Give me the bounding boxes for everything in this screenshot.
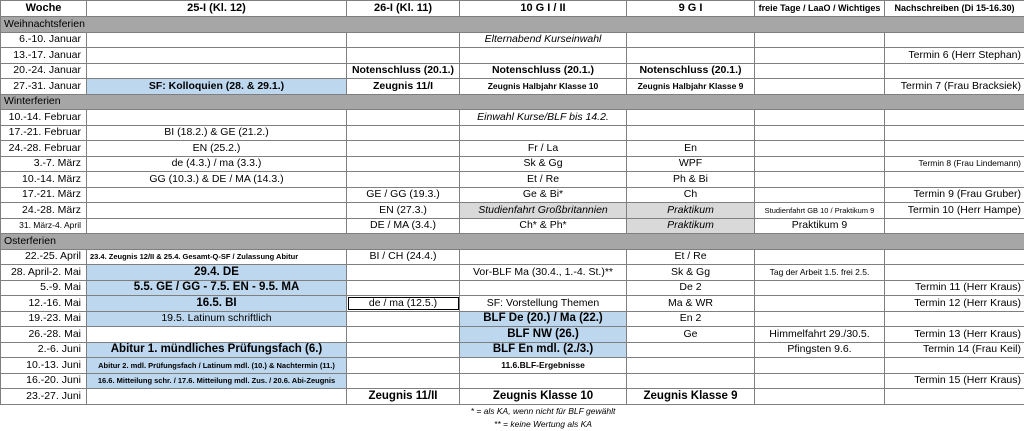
section-row	[1, 234, 1024, 250]
cell: Abitur 2. mdl. Prüfungsfach / Latinum mdl. (10.) & Nachtermin (11.)	[87, 358, 347, 374]
cell	[755, 172, 885, 188]
cell: Praktikum	[627, 203, 755, 219]
cell	[347, 265, 460, 281]
cell	[347, 125, 460, 141]
table-row	[1, 296, 1024, 312]
cell	[885, 110, 1024, 126]
cell	[627, 342, 755, 358]
cell	[755, 311, 885, 327]
section-label: Winterferien	[1, 94, 1024, 110]
week-cell: 12.-16. Mai	[1, 296, 87, 312]
table-row	[1, 187, 1024, 203]
week-cell: 5.-9. Mai	[1, 280, 87, 296]
cell: Ma & WR	[627, 296, 755, 312]
cell	[347, 342, 460, 358]
cell	[885, 172, 1024, 188]
cell: 5.5. GE / GG - 7.5. EN - 9.5. MA	[87, 280, 347, 296]
cell: Ch	[627, 187, 755, 203]
cell	[755, 280, 885, 296]
cell	[347, 156, 460, 172]
cell: Zeugnis 11/II	[347, 389, 460, 405]
cell: Zeugnis Klasse 10	[460, 389, 627, 405]
cell	[885, 265, 1024, 281]
cell	[627, 358, 755, 374]
week-cell: 2.-6. Juni	[1, 342, 87, 358]
cell	[627, 373, 755, 389]
table-row	[1, 110, 1024, 126]
cell: Zeugnis Halbjahr Klasse 9	[627, 79, 755, 95]
cell	[885, 358, 1024, 374]
cell: Ge	[627, 327, 755, 343]
cell: Sk & Gg	[460, 156, 627, 172]
cell: SF: Kolloquien (28. & 29.1.)	[87, 79, 347, 95]
header-25-i: 25-I (Kl. 12)	[87, 1, 347, 17]
week-cell: 28. April-2. Mai	[1, 265, 87, 281]
cell	[460, 280, 627, 296]
cell: Notenschluss (20.1.)	[627, 63, 755, 79]
cell	[885, 125, 1024, 141]
cell: BLF De (20.) / Ma (22.)	[460, 311, 627, 327]
table-row	[1, 311, 1024, 327]
header-10-g: 10 G I / II	[460, 1, 627, 17]
table-row	[1, 342, 1024, 358]
cell	[627, 32, 755, 48]
cell: Ph & Bi	[627, 172, 755, 188]
cell	[627, 125, 755, 141]
header-freie-tage: freie Tage / LaaO / Wichtiges	[755, 1, 885, 17]
cell: 29.4. DE	[87, 265, 347, 281]
cell: Termin 14 (Frau Keil)	[885, 342, 1024, 358]
cell	[460, 373, 627, 389]
cell: Ge & Bi*	[460, 187, 627, 203]
cell: Ch* & Ph*	[460, 218, 627, 234]
week-cell: 10.-14. Februar	[1, 110, 87, 126]
cell	[755, 373, 885, 389]
week-cell: 3.-7. März	[1, 156, 87, 172]
cell: GG (10.3.) & DE / MA (14.3.)	[87, 172, 347, 188]
cell: Termin 12 (Herr Kraus)	[885, 296, 1024, 312]
cell	[885, 141, 1024, 157]
cell: Studienfahrt GB 10 / Praktikum 9	[755, 203, 885, 219]
cell	[347, 358, 460, 374]
cell	[87, 203, 347, 219]
week-cell: 10.-13. Juni	[1, 358, 87, 374]
cell	[755, 32, 885, 48]
week-cell: 23.-27. Juni	[1, 389, 87, 405]
table-row	[1, 203, 1024, 219]
cell: BI / CH (24.4.)	[347, 249, 460, 265]
week-cell: 20.-24. Januar	[1, 63, 87, 79]
cell	[87, 187, 347, 203]
header-woche: Woche	[1, 1, 87, 17]
section-row	[1, 94, 1024, 110]
cell	[460, 125, 627, 141]
cell: Termin 10 (Herr Hampe)	[885, 203, 1024, 219]
cell	[755, 358, 885, 374]
cell: SF: Vorstellung Themen	[460, 296, 627, 312]
table-row	[1, 218, 1024, 234]
cell	[87, 32, 347, 48]
cell: Termin 7 (Frau Bracksiek)	[885, 79, 1024, 95]
cell: Zeugnis Klasse 9	[627, 389, 755, 405]
cell	[87, 218, 347, 234]
table-row	[1, 358, 1024, 374]
table-row	[1, 265, 1024, 281]
week-cell: 22.-25. April	[1, 249, 87, 265]
header-nachschreiben: Nachschreiben (Di 15-16.30)	[885, 1, 1024, 17]
table-row	[1, 48, 1024, 64]
week-cell: 27.-31. Januar	[1, 79, 87, 95]
cell: DE / MA (3.4.)	[347, 218, 460, 234]
cell: BLF NW (26.)	[460, 327, 627, 343]
cell: de (4.3.) / ma (3.3.)	[87, 156, 347, 172]
cell: Einwahl Kurse/BLF bis 14.2.	[460, 110, 627, 126]
cell: Termin 11 (Herr Kraus)	[885, 280, 1024, 296]
cell: Zeugnis Halbjahr Klasse 10	[460, 79, 627, 95]
cell: Abitur 1. mündliches Prüfungsfach (6.)	[87, 342, 347, 358]
table-row	[1, 125, 1024, 141]
cell	[755, 187, 885, 203]
cell: Et / Re	[460, 172, 627, 188]
week-cell: 17.-21. Februar	[1, 125, 87, 141]
table-row	[1, 172, 1024, 188]
cell	[755, 110, 885, 126]
cell: Termin 13 (Herr Kraus)	[885, 327, 1024, 343]
cell: Zeugnis 11/I	[347, 79, 460, 95]
cell: EN (25.2.)	[87, 141, 347, 157]
cell	[460, 48, 627, 64]
cell: Notenschluss (20.1.)	[460, 63, 627, 79]
cell: 19.5. Latinum schriftlich	[87, 311, 347, 327]
week-cell: 31. März-4. April	[1, 218, 87, 234]
section-label: Osterferien	[1, 234, 1024, 250]
cell: de / ma (12.5.)	[347, 296, 460, 312]
cell	[755, 63, 885, 79]
week-cell: 10.-14. März	[1, 172, 87, 188]
cell	[347, 110, 460, 126]
cell	[885, 218, 1024, 234]
cell: En	[627, 141, 755, 157]
footnote: * = als KA, wenn nicht für BLF gewählt	[460, 404, 627, 418]
header-9-g: 9 G I	[627, 1, 755, 17]
cell	[627, 110, 755, 126]
cell: Himmelfahrt 29./30.5.	[755, 327, 885, 343]
footnote-row	[1, 418, 1024, 431]
cell: Termin 9 (Frau Gruber)	[885, 187, 1024, 203]
cell: En 2	[627, 311, 755, 327]
footnote: ** = keine Wertung als KA	[460, 418, 627, 431]
cell	[347, 32, 460, 48]
table-row	[1, 79, 1024, 95]
cell	[87, 327, 347, 343]
cell	[755, 389, 885, 405]
cell	[347, 373, 460, 389]
cell: Fr / La	[460, 141, 627, 157]
cell: Vor-BLF Ma (30.4., 1.-4. St.)**	[460, 265, 627, 281]
week-cell: 16.-20. Juni	[1, 373, 87, 389]
cell: Pfingsten 9.6.	[755, 342, 885, 358]
cell: BI (18.2.) & GE (21.2.)	[87, 125, 347, 141]
cell	[347, 327, 460, 343]
section-label: Weihnachtsferien	[1, 17, 1024, 33]
cell: Notenschluss (20.1.)	[347, 63, 460, 79]
cell: EN (27.3.)	[347, 203, 460, 219]
week-cell: 24.-28. Februar	[1, 141, 87, 157]
cell	[87, 63, 347, 79]
cell: WPF	[627, 156, 755, 172]
cell: Termin 8 (Frau Lindemann)	[885, 156, 1024, 172]
cell	[885, 311, 1024, 327]
cell: Termin 15 (Herr Kraus)	[885, 373, 1024, 389]
cell	[755, 156, 885, 172]
cell	[460, 249, 627, 265]
cell: Studienfahrt Großbritannien	[460, 203, 627, 219]
cell	[885, 63, 1024, 79]
cell: GE / GG (19.3.)	[347, 187, 460, 203]
cell	[885, 389, 1024, 405]
cell: Termin 6 (Herr Stephan)	[885, 48, 1024, 64]
cell	[347, 48, 460, 64]
cell: Sk & Gg	[627, 265, 755, 281]
table-row	[1, 327, 1024, 343]
cell	[755, 296, 885, 312]
table-row	[1, 280, 1024, 296]
cell	[347, 172, 460, 188]
week-cell: 26.-28. Mai	[1, 327, 87, 343]
cell: Praktikum	[627, 218, 755, 234]
cell	[755, 125, 885, 141]
cell: 16.5. BI	[87, 296, 347, 312]
cell	[87, 48, 347, 64]
cell	[627, 48, 755, 64]
cell	[347, 141, 460, 157]
week-cell: 24.-28. März	[1, 203, 87, 219]
cell	[87, 389, 347, 405]
footnote-row	[1, 404, 1024, 418]
week-cell: 19.-23. Mai	[1, 311, 87, 327]
cell: 11.6.BLF-Ergebnisse	[460, 358, 627, 374]
table-row	[1, 141, 1024, 157]
cell	[755, 249, 885, 265]
table-row	[1, 63, 1024, 79]
cell	[885, 32, 1024, 48]
cell: 23.4. Zeugnis 12/II & 25.4. Gesamt-Q-SF / Zulassung Abitur	[87, 249, 347, 265]
table-row	[1, 373, 1024, 389]
week-cell: 13.-17. Januar	[1, 48, 87, 64]
cell: BLF En mdl. (2./3.)	[460, 342, 627, 358]
cell	[87, 110, 347, 126]
week-cell: 6.-10. Januar	[1, 32, 87, 48]
cell: Et / Re	[627, 249, 755, 265]
table-row	[1, 32, 1024, 48]
header-row	[1, 1, 1024, 17]
cell: Praktikum 9	[755, 218, 885, 234]
cell	[755, 48, 885, 64]
section-row	[1, 17, 1024, 33]
cell: De 2	[627, 280, 755, 296]
cell: Elternabend Kurseinwahl	[460, 32, 627, 48]
cell: 16.6. Mitteilung schr. / 17.6. Mitteilung mdl. Zus. / 20.6. Abi-Zeugnis	[87, 373, 347, 389]
table-row	[1, 156, 1024, 172]
header-26-i: 26-I (Kl. 11)	[347, 1, 460, 17]
cell	[347, 311, 460, 327]
cell	[885, 249, 1024, 265]
cell	[755, 141, 885, 157]
table-row	[1, 389, 1024, 405]
week-cell: 17.-21. März	[1, 187, 87, 203]
cell	[755, 79, 885, 95]
table-row	[1, 249, 1024, 265]
cell	[347, 280, 460, 296]
cell: Tag der Arbeit 1.5. frei 2.5.	[755, 265, 885, 281]
